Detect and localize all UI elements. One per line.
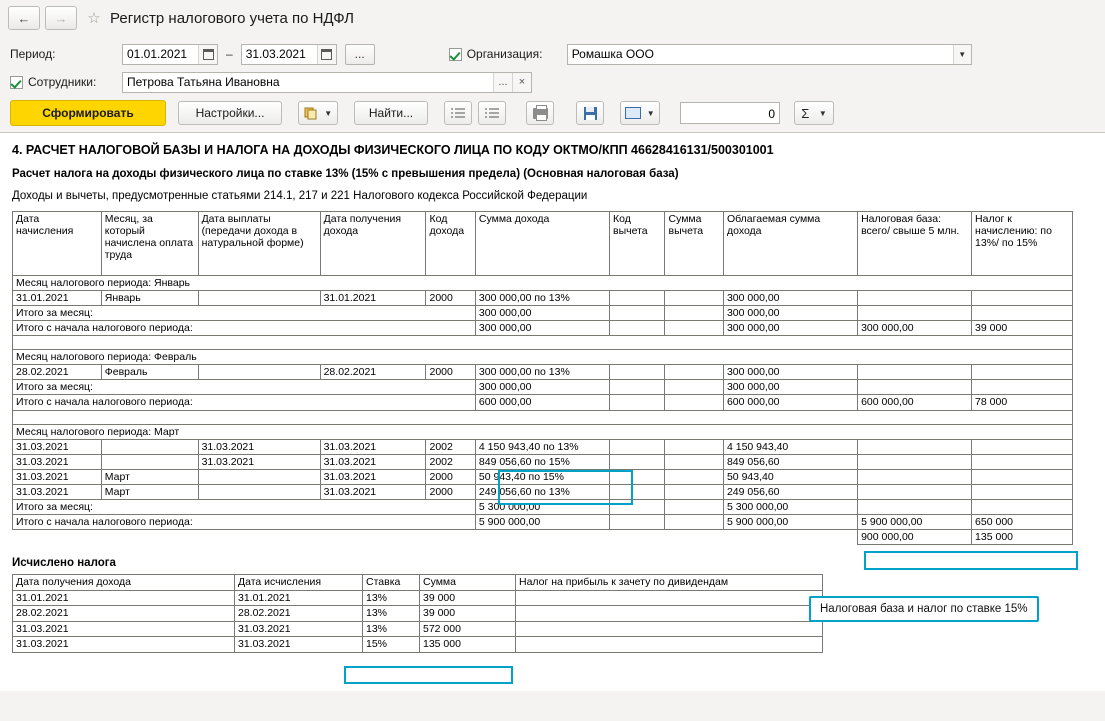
title-bar bbox=[0, 0, 1105, 36]
table-row: 31.03.2021 Март 31.03.2021 2000 249 056,60 по 13% 249 056,60 bbox=[13, 484, 1073, 499]
page-title: Регистр налогового учета по НДФЛ bbox=[110, 9, 354, 27]
group-header-row bbox=[13, 276, 1073, 291]
total-period-row: Итого с начала налогового периода: 5 900 000,00 5 900 000,00 5 900 000,00 650 000 bbox=[13, 514, 1073, 529]
total-period-row: Итого с начала налогового периода: 300 000,00 300 000,00 300 000,00 39 000 bbox=[13, 321, 1073, 336]
employees-clear-button[interactable]: × bbox=[512, 73, 531, 92]
employees-field[interactable] bbox=[122, 72, 532, 93]
col-dividend-credit: Налог на прибыль к зачету по дивидендам bbox=[516, 575, 823, 591]
table-row: 31.03.2021 Март 31.03.2021 2000 50 943,40 по 15% 50 943,40 bbox=[13, 469, 1073, 484]
report-area bbox=[0, 132, 1105, 691]
sum-icon[interactable]: Σ ▼ bbox=[794, 101, 834, 125]
toolbar bbox=[0, 96, 1105, 132]
group-title: Месяц налогового периода: Январь bbox=[13, 276, 1073, 291]
total-month-row: Итого за месяц: 300 000,00 300 000,00 bbox=[13, 380, 1073, 395]
col-income-sum: Сумма дохода bbox=[475, 212, 609, 276]
total-period-row: Итого с начала налогового периода: 600 000,00 600 000,00 600 000,00 78 000 bbox=[13, 395, 1073, 410]
col-amount: Сумма bbox=[420, 575, 516, 591]
col-date-accrual: Дата начисления bbox=[13, 212, 102, 276]
save-icon[interactable] bbox=[576, 101, 604, 125]
table-header-row bbox=[13, 575, 823, 591]
col-calc-date: Дата исчисления bbox=[235, 575, 363, 591]
calendar-icon[interactable] bbox=[317, 45, 336, 64]
employees-label: Сотрудники: bbox=[28, 75, 97, 89]
table-row: 31.01.2021 Январь 31.01.2021 2000 300 000,00 по 13% 300 000,00 bbox=[13, 291, 1073, 306]
period-label: Период: bbox=[10, 47, 56, 61]
section2-title: Исчислено налога bbox=[12, 557, 116, 569]
organization-field[interactable] bbox=[567, 44, 972, 65]
back-button[interactable]: ← bbox=[8, 6, 40, 30]
group-header-row bbox=[13, 350, 1073, 365]
calculated-tax-table bbox=[12, 574, 823, 653]
generate-button[interactable]: Сформировать bbox=[10, 100, 166, 126]
period-to-field[interactable] bbox=[241, 44, 337, 65]
col-income-date: Дата получения дохода bbox=[13, 575, 235, 591]
sigma-glyph: Σ bbox=[801, 105, 810, 121]
col-deduction-code: Код вычета bbox=[610, 212, 665, 276]
table-row: 31.03.2021 31.03.2021 31.03.2021 2002 849 056,60 по 15% 849 056,60 bbox=[13, 454, 1073, 469]
settings-button[interactable]: Настройки... bbox=[178, 101, 282, 125]
mail-icon[interactable]: ▼ bbox=[620, 101, 660, 125]
col-income-code: Код дохода bbox=[426, 212, 475, 276]
table-header-row bbox=[13, 212, 1073, 276]
table-row: 31.01.2021 31.01.2021 13% 39 000 bbox=[13, 590, 823, 606]
table-row: 31.03.2021 31.03.2021 13% 572 000 bbox=[13, 621, 823, 637]
find-button[interactable]: Найти... bbox=[354, 101, 428, 125]
organization-checkbox[interactable] bbox=[449, 48, 462, 61]
organization-value: Ромашка ООО bbox=[571, 47, 654, 61]
total-month-row: Итого за месяц: 300 000,00 300 000,00 bbox=[13, 306, 1073, 321]
employees-value: Петрова Татьяна Ивановна bbox=[127, 75, 280, 89]
total-period-over-limit-row: 900 000,00 135 000 bbox=[13, 529, 1073, 544]
forward-button[interactable]: → bbox=[45, 6, 77, 30]
period-from-value: 01.01.2021 bbox=[127, 47, 188, 61]
report-title: 4. РАСЧЕТ НАЛОГОВОЙ БАЗЫ И НАЛОГА НА ДОХОДЫ ФИЗИЧЕСКОГО ЛИЦА ПО КОДУ ОКТМО/КПП 46628416131/500301001 bbox=[12, 143, 774, 157]
period-from-field[interactable] bbox=[122, 44, 218, 65]
organization-label: Организация: bbox=[466, 47, 543, 61]
sum-value-field[interactable]: 0 bbox=[680, 102, 780, 124]
calendar-icon[interactable] bbox=[198, 45, 217, 64]
col-deduction-sum: Сумма вычета bbox=[665, 212, 723, 276]
callout-tooltip: Налоговая база и налог по ставке 15% bbox=[809, 596, 1039, 622]
group-header-row bbox=[13, 424, 1073, 439]
star-icon[interactable]: ☆ bbox=[87, 10, 101, 27]
total-month-row: Итого за месяц: 5 300 000,00 5 300 000,00 bbox=[13, 499, 1073, 514]
col-tax-due: Налог к начислению: по 13%/ по 15% bbox=[972, 212, 1073, 276]
col-month: Месяц, за который начислена оплата труда bbox=[101, 212, 198, 276]
employees-select-button[interactable]: ... bbox=[493, 73, 512, 92]
col-payment-date: Дата выплаты (передачи дохода в натуральной форме) bbox=[198, 212, 320, 276]
group-title: Месяц налогового периода: Февраль bbox=[13, 350, 1073, 365]
report-subtitle: Расчет налога на доходы физического лица по ставке 13% (15% с превышения предела) (Основная налоговая база) bbox=[12, 168, 679, 180]
collapse-groups-icon[interactable] bbox=[478, 101, 506, 125]
copy-icon[interactable]: ▼ bbox=[298, 101, 338, 125]
group-title: Месяц налогового периода: Март bbox=[13, 424, 1073, 439]
col-taxable-sum: Облагаемая сумма дохода bbox=[723, 212, 857, 276]
parameters-panel bbox=[0, 36, 1105, 96]
col-rate: Ставка bbox=[363, 575, 420, 591]
period-row bbox=[10, 40, 1095, 68]
table-row: 31.03.2021 31.03.2021 15% 135 000 bbox=[13, 637, 823, 653]
table-row: 28.02.2021 28.02.2021 13% 39 000 bbox=[13, 606, 823, 622]
highlight-rate-15pct bbox=[344, 666, 513, 684]
col-income-date: Дата получения дохода bbox=[320, 212, 426, 276]
period-more-button[interactable]: ... bbox=[345, 44, 375, 65]
chevron-down-icon[interactable]: ▼ bbox=[953, 45, 971, 64]
table-row: 28.02.2021 Февраль 28.02.2021 2000 300 000,00 по 13% 300 000,00 bbox=[13, 365, 1073, 380]
report-note: Доходы и вычеты, предусмотренные статьями 214.1, 217 и 221 Налогового кодекса Российской Федерации bbox=[12, 190, 588, 202]
tax-base-table bbox=[12, 211, 1073, 545]
expand-groups-icon[interactable] bbox=[444, 101, 472, 125]
col-tax-base: Налоговая база: всего/ свыше 5 млн. bbox=[858, 212, 972, 276]
table-row: 31.03.2021 31.03.2021 31.03.2021 2002 4 150 943,40 по 13% 4 150 943,40 bbox=[13, 439, 1073, 454]
print-icon[interactable] bbox=[526, 101, 554, 125]
employees-checkbox[interactable] bbox=[10, 76, 23, 89]
period-dash: – bbox=[226, 47, 233, 61]
period-to-value: 31.03.2021 bbox=[245, 47, 306, 61]
employees-row bbox=[10, 68, 1095, 96]
